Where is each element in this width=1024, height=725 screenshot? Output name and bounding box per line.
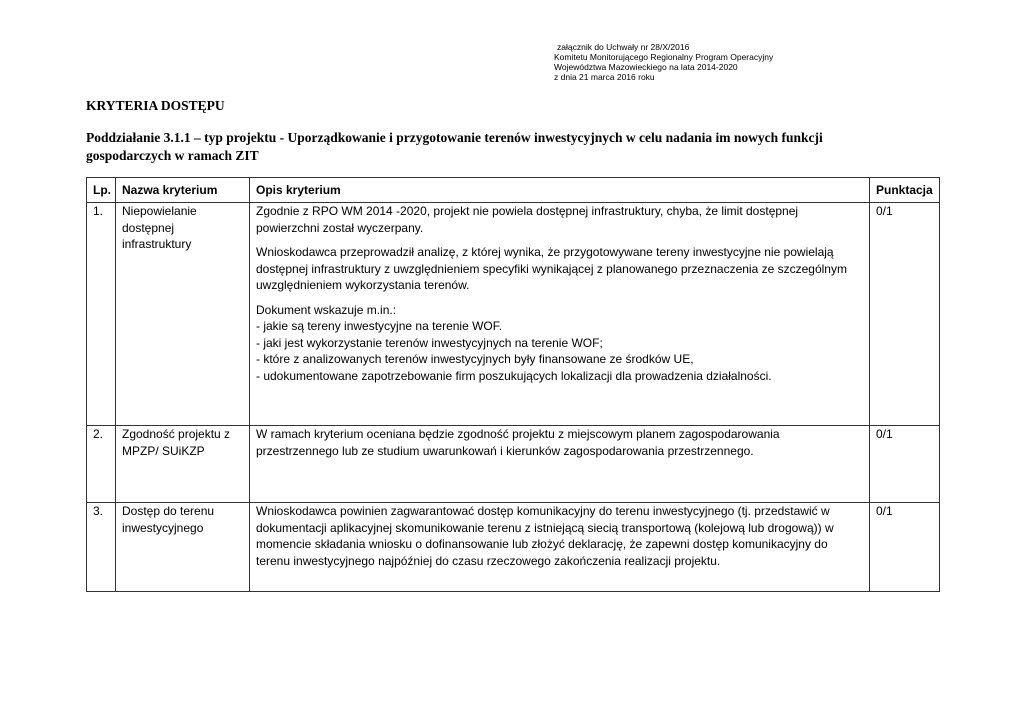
annex-note-line: z dnia 21 marca 2016 roku	[554, 72, 655, 82]
annex-note-line: Komitetu Monitorującego Regionalny Program Operacyjny	[554, 52, 774, 62]
column-header-name: Nazwa kryterium	[116, 178, 250, 203]
table-row	[87, 426, 940, 503]
row-number: 3.	[87, 503, 116, 592]
criterion-name: Zgodność projektu z MPZP/ SUiKZP	[116, 426, 250, 503]
description-paragraph: Wnioskodawca powinien zagwarantować dostęp komunikacyjny do terenu inwestycyjnego (tj. przedstawić w dokumentacji aplikacyjnej skomunikowanie terenu z istniejącą siecią transportową (kolejową lub drogową)) w momencie składania wniosku o dofinansowanie lub złożyć deklarację, że zapewni dostęp komunikacyjny do terenu inwestycyjnego najpóźniej do czasu rzeczowego zakończenia realizacji projektu.	[256, 504, 834, 568]
document-subtitle: Poddziałanie 3.1.1 – typ projektu - Uporządkowanie i przygotowanie terenów inwestycyjnych w celu nadania im nowych funkcji gospodarczych w ramach ZIT	[86, 130, 823, 163]
resolution-annex-note	[554, 42, 773, 82]
document-title: KRYTERIA DOSTĘPU	[86, 98, 225, 113]
table-header-row	[87, 178, 940, 203]
list-item: - jaki jest wykorzystanie terenów inwestycyjnych na terenie WOF;	[256, 335, 603, 350]
description-paragraph: Wnioskodawca przeprowadził analizę, z której wynika, że przygotowywane tereny inwestycyjne nie powielają dostępnej infrastruktury z uwzględnieniem specyfiki wynikającej z planowanego przeznaczenia ze szczególnym uwzględnieniem wykorzystania terenów.	[256, 245, 847, 292]
criterion-score: 0/1	[870, 203, 940, 426]
annex-note-line: Województwa Mazowieckiego na lata 2014-2020	[554, 62, 738, 72]
description-list-intro: Dokument wskazuje m.in.:	[256, 302, 397, 317]
description-paragraph: W ramach kryterium oceniana będzie zgodność projektu z miejscowym planem zagospodarowania przestrzennego lub ze studium uwarunkowań i kierunków zagospodarowania przestrzennego.	[256, 427, 780, 458]
criterion-score: 0/1	[870, 426, 940, 503]
row-number: 2.	[87, 426, 116, 503]
list-item: - udokumentowane zapotrzebowanie firm poszukujących lokalizacji dla prowadzenia działalności.	[256, 368, 772, 383]
column-header-score: Punktacja	[870, 178, 940, 203]
table-row	[87, 503, 940, 592]
criterion-description	[250, 503, 870, 592]
criterion-description	[250, 203, 870, 426]
row-number: 1.	[87, 203, 116, 426]
column-header-lp: Lp.	[87, 178, 116, 203]
column-header-description: Opis kryterium	[250, 178, 870, 203]
list-item: - jakie są tereny inwestycyjne na terenie WOF.	[256, 319, 503, 333]
description-paragraph	[256, 302, 863, 319]
list-item: - które z analizowanych terenów inwestycyjnych były finansowane ze środków UE,	[256, 352, 694, 366]
criterion-description	[250, 426, 870, 503]
annex-note-line: załącznik do Uchwały nr 28/X/2016	[557, 42, 690, 52]
description-paragraph: Zgodnie z RPO WM 2014 -2020, projekt nie powiela dostępnej infrastruktury, chyba, że limit dostępnej powierzchni został wyczerpany.	[256, 204, 799, 235]
criteria-table	[86, 177, 940, 592]
description-list	[256, 318, 863, 384]
criterion-name: Niepowielanie dostępnej infrastruktury	[116, 203, 250, 426]
criterion-score: 0/1	[870, 503, 940, 592]
table-row	[87, 203, 940, 426]
criterion-name: Dostęp do terenu inwestycyjnego	[116, 503, 250, 592]
